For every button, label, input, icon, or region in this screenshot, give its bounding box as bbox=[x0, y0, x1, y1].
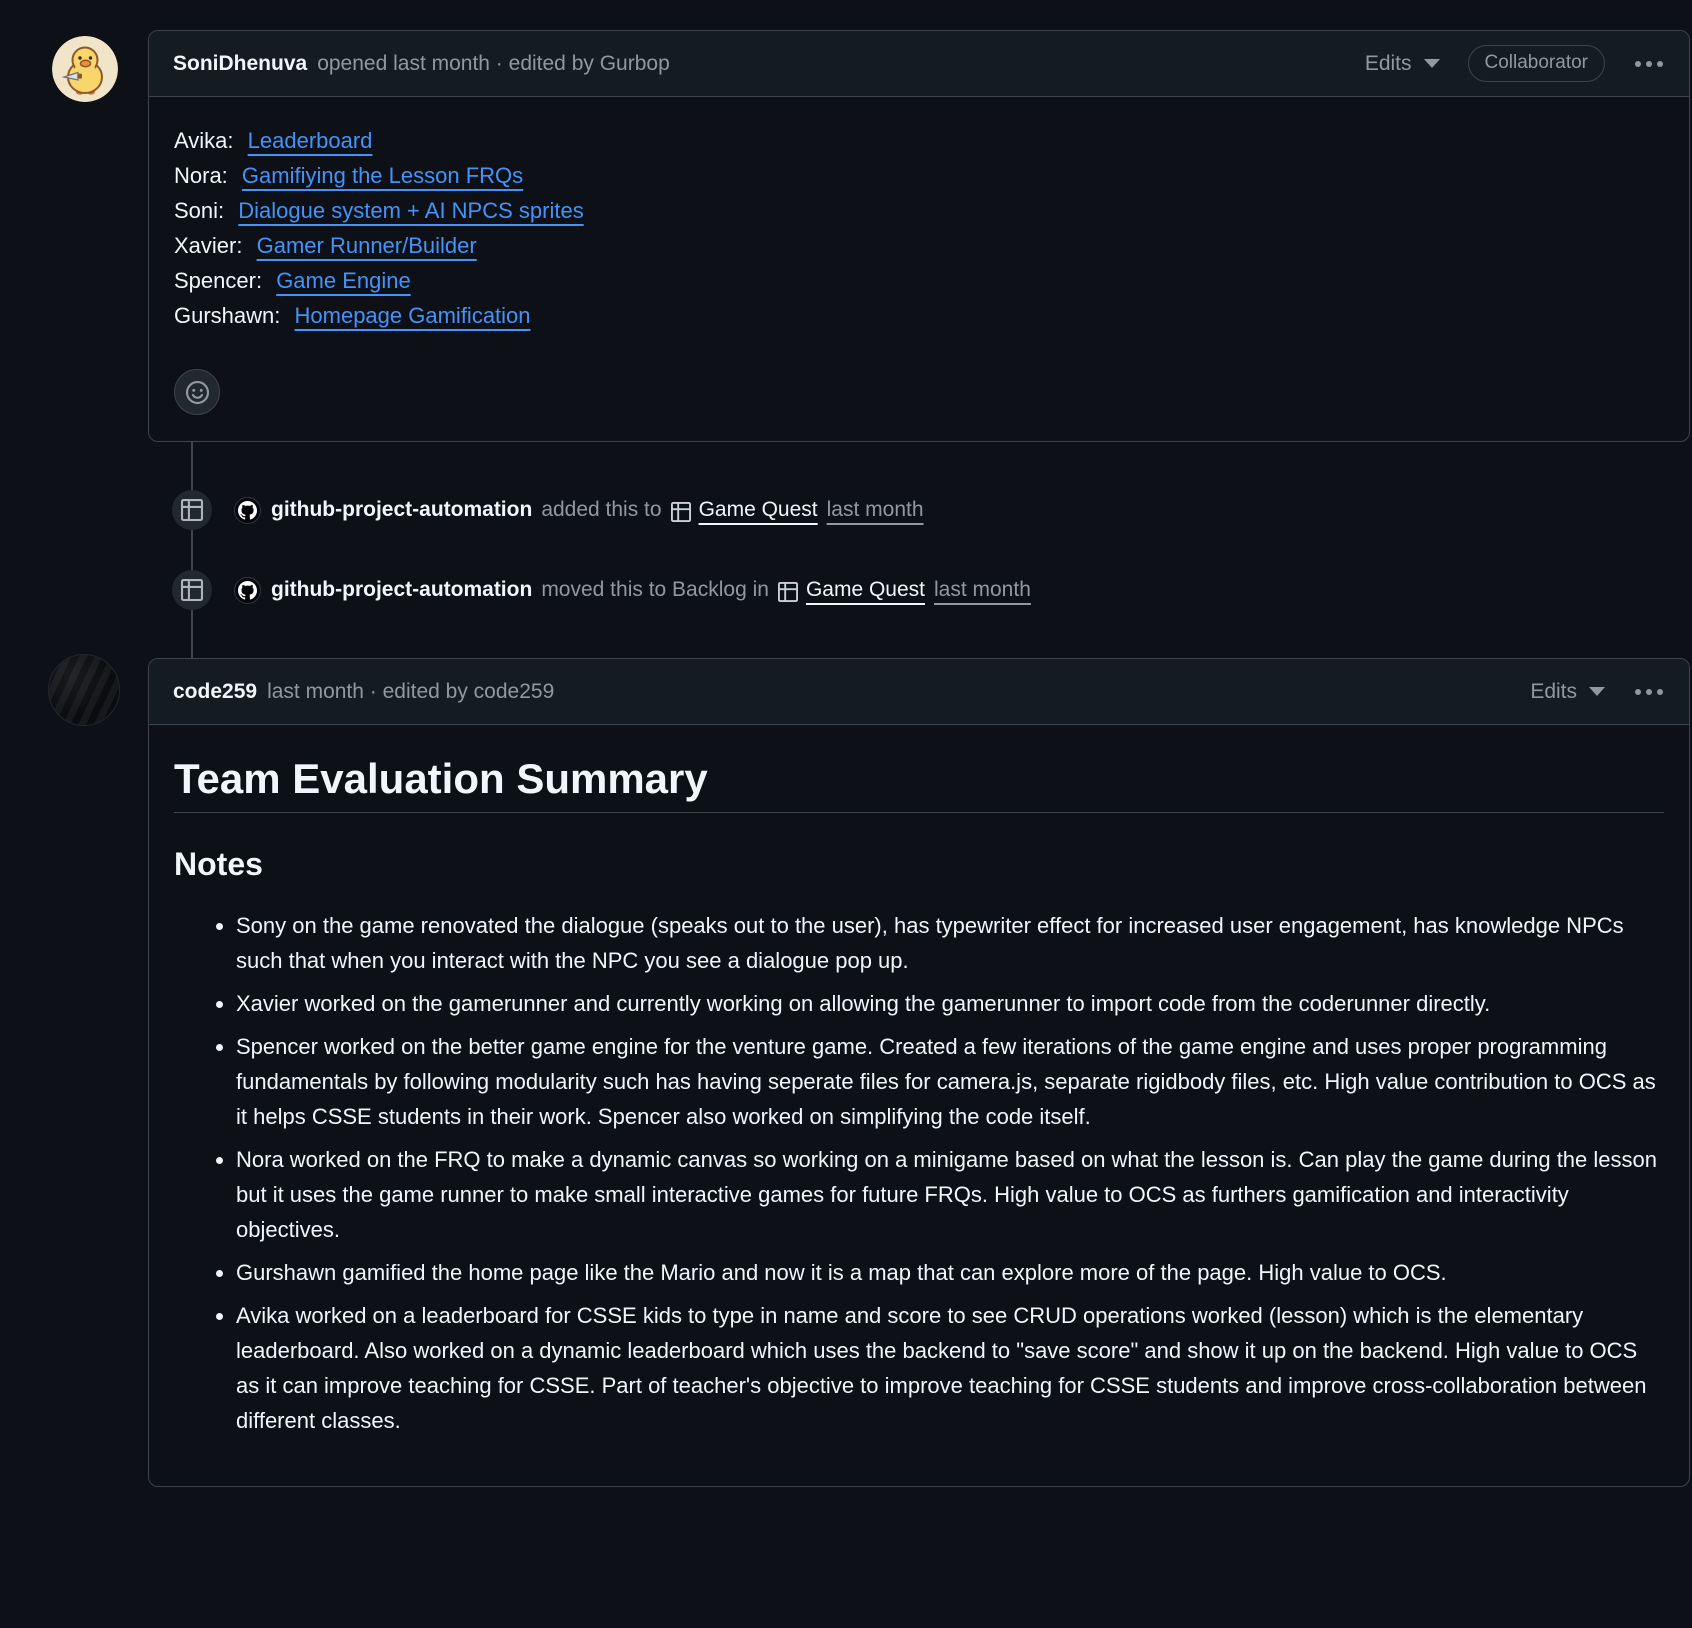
timeline-events bbox=[0, 442, 1692, 610]
project-table-icon bbox=[181, 499, 203, 521]
event-action: moved this to Backlog in bbox=[541, 578, 769, 601]
assignment-line bbox=[174, 123, 1664, 158]
assignment-list bbox=[174, 123, 1664, 333]
edits-label: Edits bbox=[1364, 51, 1412, 75]
assignee-name: Gurshawn: bbox=[174, 303, 281, 328]
assignment-link[interactable]: Gamer Runner/Builder bbox=[256, 233, 477, 258]
kebab-icon bbox=[1646, 61, 1652, 67]
assignment-link[interactable]: Homepage Gamification bbox=[294, 303, 531, 328]
timeline-event bbox=[172, 570, 1692, 610]
assignee-name: Soni: bbox=[174, 198, 225, 223]
assignment-line bbox=[174, 228, 1664, 263]
kebab-icon bbox=[1646, 689, 1652, 695]
comment-card bbox=[148, 658, 1690, 1487]
actor-link[interactable]: github-project-automation bbox=[271, 578, 533, 601]
timeline-badge bbox=[172, 570, 212, 610]
assignee-name: Avika: bbox=[174, 128, 234, 153]
github-app-avatar[interactable] bbox=[234, 577, 261, 604]
kebab-menu-button[interactable] bbox=[1633, 55, 1665, 73]
project-table-icon bbox=[181, 579, 203, 601]
edits-label: Edits bbox=[1530, 679, 1577, 703]
assignee-name: Xavier: bbox=[174, 233, 243, 258]
markdown-subtitle: Notes bbox=[174, 846, 263, 882]
note-item: • Nora worked on the FRQ to make a dynamic canvas so working on a minigame based on what the lesson is. Can play the game during the lesson but it uses the game runner to make small interactive games for future FRQs. High value to OCS as furthers gamification and interactivity objectives. bbox=[236, 1142, 1664, 1247]
avatar[interactable] bbox=[52, 36, 118, 102]
assignment-link[interactable]: Game Engine bbox=[276, 268, 411, 293]
kebab-menu-button[interactable] bbox=[1633, 683, 1665, 701]
project-link[interactable]: Game Quest bbox=[805, 578, 925, 601]
assignment-line bbox=[174, 263, 1664, 298]
smiley-icon bbox=[185, 380, 210, 405]
comment-sonidhenuva bbox=[0, 30, 1692, 442]
note-item: • Spencer worked on the better game engine for the venture game. Created a few iterations of the game engine and uses proper programming fundamentals by following modularity such has having seperate files for camera.js, separate rigidbody files, etc. High value contribution to OCS as it helps CSSE students in their work. Spencer also worked on simplifying the code itself. bbox=[236, 1029, 1664, 1134]
assignment-link[interactable]: Leaderboard bbox=[247, 128, 373, 153]
chevron-down-icon bbox=[1424, 59, 1440, 68]
comment-body bbox=[149, 97, 1689, 441]
collaborator-badge: Collaborator bbox=[1468, 45, 1606, 82]
assignment-link[interactable]: Dialogue system + AI NPCS sprites bbox=[238, 198, 584, 223]
avatar[interactable] bbox=[48, 654, 120, 726]
note-item: • Gurshawn gamified the home page like the Mario and now it is a map that can explore more of the page. High value to OCS. bbox=[236, 1255, 1664, 1290]
chevron-down-icon bbox=[1589, 687, 1605, 696]
project-link[interactable]: Game Quest bbox=[698, 498, 818, 521]
assignment-line bbox=[174, 298, 1664, 333]
kebab-icon bbox=[1635, 61, 1641, 67]
assignee-name: Nora: bbox=[174, 163, 228, 188]
edits-dropdown-button[interactable] bbox=[1365, 52, 1440, 76]
assignment-link[interactable]: Gamifiying the Lesson FRQs bbox=[241, 163, 524, 188]
github-mark-icon bbox=[238, 581, 257, 600]
project-table-icon bbox=[671, 502, 691, 522]
comment-author-link[interactable]: code259 bbox=[173, 679, 258, 703]
timeline-event bbox=[172, 490, 1692, 530]
kebab-icon bbox=[1635, 689, 1641, 695]
timeline bbox=[0, 442, 1692, 658]
assignment-line bbox=[174, 158, 1664, 193]
github-app-avatar[interactable] bbox=[234, 497, 261, 524]
github-mark-icon bbox=[238, 501, 257, 520]
comment-card bbox=[148, 30, 1690, 442]
add-reaction-button[interactable] bbox=[174, 369, 220, 415]
markdown-title: Team Evaluation Summary bbox=[174, 761, 1664, 813]
edits-dropdown-button[interactable] bbox=[1530, 680, 1605, 704]
comment-author-link[interactable]: SoniDhenuva bbox=[173, 51, 308, 75]
comment-code259 bbox=[0, 658, 1692, 1487]
project-table-icon bbox=[778, 582, 798, 602]
timestamp-link[interactable]: last month bbox=[826, 498, 924, 521]
note-item: • Avika worked on a leaderboard for CSSE kids to type in name and score to see CRUD operations worked (lesson) which is the elementary leaderboard. Also worked on a dynamic leaderboard which uses the backend to "save score" and show it up on the backend. High value to OCS as it can improve teaching for CSSE. Part of teacher's objective to improve teaching for CSSE students and improve cross-collaboration between different classes. bbox=[236, 1298, 1664, 1438]
actor-link[interactable]: github-project-automation bbox=[271, 498, 533, 521]
assignment-line bbox=[174, 193, 1664, 228]
note-item: • Xavier worked on the gamerunner and currently working on allowing the gamerunner to import code from the coderunner directly. bbox=[236, 986, 1664, 1021]
assignee-name: Spencer: bbox=[174, 268, 263, 293]
kebab-icon bbox=[1657, 689, 1663, 695]
kebab-icon bbox=[1657, 61, 1663, 67]
note-item: • Sony on the game renovated the dialogue (speaks out to the user), has typewriter effect for increased user engagement, has knowledge NPCs such that when you interact with the NPC you see a dialogue pop up. bbox=[236, 908, 1664, 978]
duck-avatar-image bbox=[52, 36, 118, 102]
notes-list bbox=[174, 908, 1664, 1438]
event-action: added this to bbox=[541, 498, 662, 521]
comment-header bbox=[149, 659, 1689, 725]
timestamp-link[interactable]: last month bbox=[934, 578, 1031, 601]
timeline-badge bbox=[172, 490, 212, 530]
comment-header bbox=[149, 31, 1689, 97]
comment-meta: last month · edited by code259 bbox=[267, 679, 555, 703]
comment-meta: opened last month · edited by Gurbop bbox=[317, 51, 670, 75]
comment-body bbox=[149, 725, 1689, 1486]
